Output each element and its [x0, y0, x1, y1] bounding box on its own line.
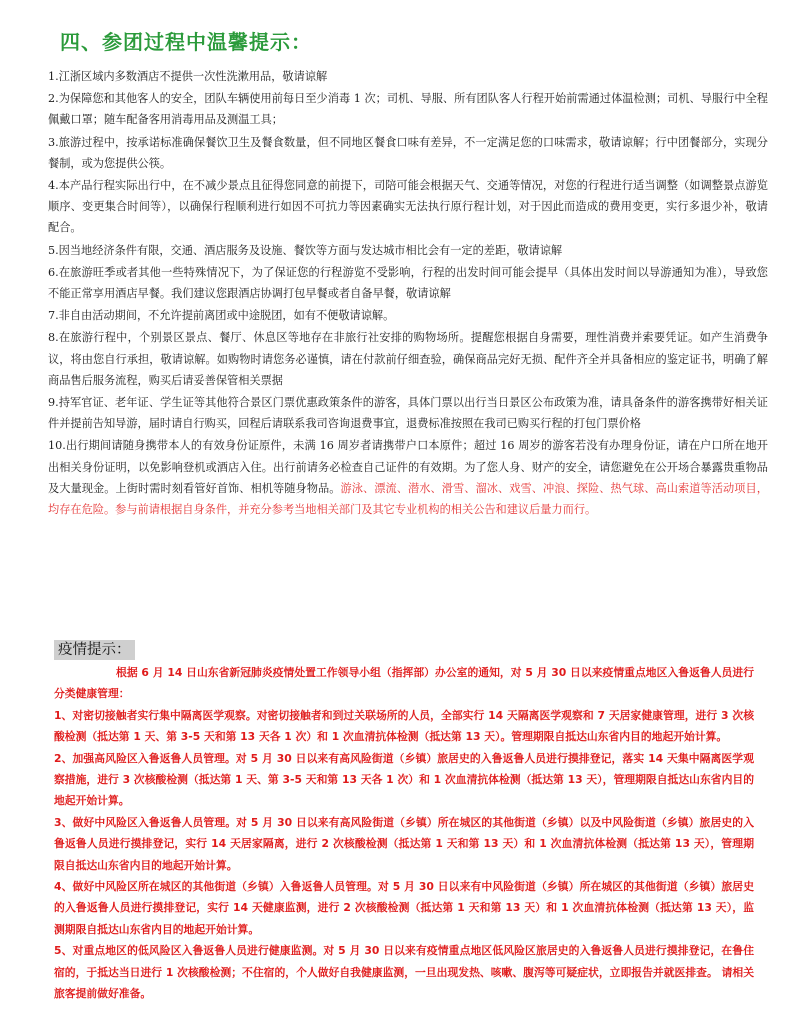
- tip-item: 6.在旅游旺季或者其他一些特殊情况下，为了保证您的行程游览不受影响，行程的出发时间可能会提早（具体出发时间以导游通知为准），导致您不能正常享用酒店早餐。我们建议您跟酒店协调打包早餐或者自备早餐，敬请谅解: [48, 265, 768, 301]
- epidemic-paragraph: 5、对重点地区的低风险区入鲁返鲁人员进行健康监测。对 5 月 30 日以来有疫情重点地区低风险区旅居史的入鲁返鲁人员进行摸排登记，在鲁住宿的，于抵达当日进行 1 次核酸检测；不住宿的，个人做好自我健康监测，一旦出现发热、咳嗽、腹泻等可疑症状，立即报告并就医排查。 请相关旅客提前做好准备。: [54, 944, 754, 1001]
- tips-list: [48, 66, 768, 521]
- tip-item: 9.持军官证、老年证、学生证等其他符合景区门票优惠政策条件的游客，具体门票以出行当日景区公布政策为准，请具备条件的游客携带好相关证件并提前告知导游，届时请自行购买，回程后请联系我司咨询退费事宜，退费标准按照在我司已购买行程的打包门票价格: [48, 396, 768, 431]
- tip-item: 3.旅游过程中，按承诺标准确保餐饮卫生及餐食数量，但不同地区餐食口味有差异，不一定满足您的口味需求，敬请谅解；行中团餐部分，实现分餐制，或为您提供公筷。: [48, 135, 768, 170]
- epidemic-intro: 根据 6 月 14 日山东省新冠肺炎疫情处置工作领导小组（指挥部）办公室的通知，对 5 月 30 日以来疫情重点地区入鲁返鲁人员进行分类健康管理：: [54, 666, 754, 701]
- epidemic-paragraph: 3、做好中风险区入鲁返鲁人员管理。对 5 月 30 日以来有高风险街道（乡镇）所在城区的其他街道（乡镇）以及中风险街道（乡镇）旅居史的入鲁返鲁人员进行摸排登记，实行 14 天居家隔离，进行 2 次核酸检测（抵达第 1 天和第 13 天）和 1 次血清抗体检测（抵达第 13 天），管理期限自抵达山东省内目的地起开始计算。: [54, 815, 754, 872]
- section-title: 四、参团过程中温馨提示：: [60, 30, 312, 54]
- tip-item: 1.江浙区域内多数酒店不提供一次性洗漱用品，敬请谅解: [48, 70, 328, 83]
- tip-item: 7.非自由活动期间，不允许提前离团或中途脱团，如有不便敬请谅解。: [48, 309, 395, 323]
- tip-item: 10.出行期间请随身携带本人的有效身份证原件，未满 16 周岁者请携带户口本原件；超过 16 周岁的游客若没有办理身份证，请在户口所在地开出相关身份证明，以免影响登机或酒店入住。出行前请务必检查自己证件的有效期。为了您人身、财产的安全，请您避免在公开场合暴露贵重物品及大量现金。上街时需时刻看管好首饰、相机等随身物品。游泳、漂流、潜水、滑雪、溜冰、戏雪、冲浪、探险、热气球、高山索道等活动项目，均存在危险。参与前请根据自身条件，并充分参考当地相关部门及其它专业机构的相关公告和建议后量力而行。: [48, 439, 768, 517]
- tip-item: 2.为保障您和其他客人的安全，团队车辆使用前每日至少消毒 1 次；司机、导服、所有团队客人行程开始前需通过体温检测；司机、导服行中全程佩戴口罩；随车配备客用消毒用品及测温工具；: [48, 92, 768, 127]
- epidemic-heading: 疫情提示：: [54, 640, 135, 660]
- epidemic-paragraph: 4、做好中风险区所在城区的其他街道（乡镇）入鲁返鲁人员管理。对 5 月 30 日以来有中风险街道（乡镇）所在城区的其他街道（乡镇）旅居史的入鲁返鲁人员进行摸排登记，实行 14 天健康监测，进行 2 次核酸检测（抵达第 1 天和第 13 天）和 1 次血清抗体检测（抵达第 13 天），监测期限自抵达山东省内目的地起开始计算。: [54, 880, 754, 936]
- tip-warning-text: 游泳、漂流、潜水、滑雪、溜冰、戏雪、冲浪、探险、热气球、高山索道等活动项目，均存在危险。参与前请根据自身条件，并充分参考当地相关部门及其它专业机构的相关公告和建议后量力而行。: [48, 481, 768, 517]
- tip-item: 5.因当地经济条件有限，交通、酒店服务及设施、餐饮等方面与发达城市相比会有一定的差距，敬请谅解: [48, 243, 563, 257]
- epidemic-paragraph: 1、对密切接触者实行集中隔离医学观察。对密切接触者和到过关联场所的人员，全部实行 14 天隔离医学观察和 7 天居家健康管理，进行 3 次核酸检测（抵达第 1 天、第 3-5 天和第 13 天各 1 次）和 1 次血清抗体检测（抵达第 13 天）。管理期限自抵达山东省内目的地起开始计算。: [54, 708, 754, 744]
- epidemic-notice: [54, 662, 754, 1005]
- tip-item: 4.本产品行程实际出行中，在不减少景点且征得您同意的前提下，司陪可能会根据天气、交通等情况，对您的行程进行适当调整（如调整景点游览顺序、变更集合时间等），以确保行程顺利进行如因不可抗力等因素确实无法执行原行程计划，对于因此而造成的费用变更，实行多退少补，敬请配合。: [48, 179, 768, 235]
- tip-item: 8.在旅游行程中，个别景区景点、餐厅、休息区等地存在非旅行社安排的购物场所。提醒您根据自身需要，理性消费并索要凭证。如产生消费争议，将由您自行承担，敬请谅解。如购物时请您务必谨慎，请在付款前仔细查验，确保商品完好无损、配件齐全并具备相应的鉴定证书，明确了解商品售后服务流程，购买后请妥善保管相关票据: [48, 331, 768, 387]
- epidemic-paragraph: 2、加强高风险区入鲁返鲁人员管理。对 5 月 30 日以来有高风险街道（乡镇）旅居史的入鲁返鲁人员进行摸排登记，落实 14 天集中隔离医学观察措施，进行 3 次核酸检测（抵达第 1 天、第 3-5 天和第 13 天各 1 次）和 1 次血清抗体检测（抵达第 13 天），管理期限自抵达山东省内目的地起开始计算。: [54, 751, 754, 808]
